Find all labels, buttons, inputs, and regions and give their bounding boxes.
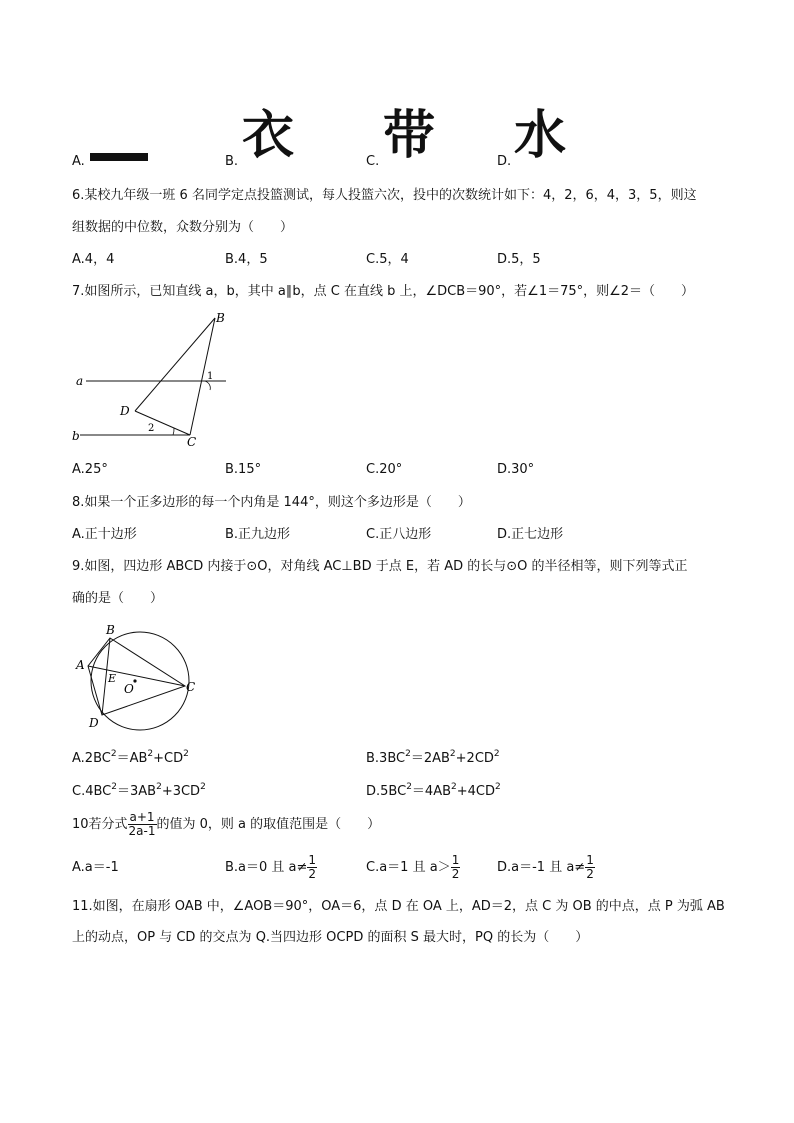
q10-option-b: B.a＝0 且 a≠ $\frac{1}{2}$ <box>225 853 317 881</box>
q9-option-a: $A.2BC^2=AB^2+CD^2$ <box>72 749 189 766</box>
q11-stem-line1: 11.如图，在扇形 OAB 中，∠AOB＝90°，OA＝6，点 D 在 OA 上，AD＝2，点 C 为 OB 的中点，点 P 为弧 AB <box>72 899 725 914</box>
segment-bd <box>135 318 215 411</box>
label-d: D <box>89 716 99 730</box>
label-a-line: a <box>76 374 84 388</box>
q6-option-b: B.4，5 <box>225 252 268 267</box>
diagonal-ac <box>88 666 185 686</box>
q5-option-a-glyph <box>90 153 148 161</box>
q6-stem-line1: 6.某校九年级一班 6 名同学定点投篮测试，每人投篮六次，投中的次数统计如下：4，2，6，4，3，5，则这 <box>72 188 697 203</box>
q8-option-b: B.正九边形 <box>225 527 291 542</box>
segment-dc <box>135 411 190 435</box>
q7-option-d: D.30° <box>497 462 535 477</box>
q5-option-c-label: C. <box>366 154 380 169</box>
q6-option-d: D.5，5 <box>497 252 541 267</box>
q8-stem: 8.如果一个正多边形的每一个内角是 144°，则这个多边形是（ ） <box>72 495 471 510</box>
q7-figure <box>70 310 240 450</box>
q9-option-c: $C.4BC^2=3AB^2+3CD^2$ <box>72 782 206 799</box>
label-d-point: D <box>120 404 130 418</box>
q8-option-c: C.正八边形 <box>366 527 432 542</box>
q10-option-c: C.a＝1 且 a＞ $\frac{1}{2}$ <box>366 853 460 881</box>
label-e: E <box>108 672 117 685</box>
q6-stem-line2: 组数据的中位数，众数分别为（ ） <box>72 220 294 235</box>
q9-stem-line1: 9.如图，四边形 ABCD 内接于⊙O，对角线 AC⊥BD 于点 E，若 AD 的长与⊙O 的半径相等，则下列等式正 <box>72 559 688 574</box>
label-b-point: B <box>216 311 225 325</box>
q9-option-d: $D.5BC^2=4AB^2+4CD^2$ <box>366 782 501 799</box>
label-angle-2: 2 <box>148 423 155 434</box>
q5-option-a-label: A. <box>72 154 85 169</box>
label-c-point: C <box>187 435 197 449</box>
q9-stem-line2: 确的是（ ） <box>72 591 164 606</box>
q6-option-c: C.5，4 <box>366 252 409 267</box>
q10-option-d: D.a＝-1 且 a≠ $\frac{1}{2}$ <box>497 853 594 881</box>
q10-stem: 10若分式 $\frac{a+1}{2a-1}$ 的值为 0，则 a 的取值范围是（ ） <box>72 810 381 838</box>
q10-fraction: $\frac{a+1}{2a-1}$ <box>128 810 156 838</box>
q8-option-a: A.正十边形 <box>72 527 137 542</box>
q7-option-a: A.25° <box>72 462 108 477</box>
center-o-dot <box>133 679 136 682</box>
q11-stem-line2: 上的动点，OP 与 CD 的交点为 Q.当四边形 OCPD 的面积 S 最大时，PQ 的长为（ ） <box>72 930 589 945</box>
q5-option-b-char: 衣 <box>242 106 295 166</box>
q5-option-d-char: 水 <box>514 106 567 166</box>
q9-figure <box>70 618 210 734</box>
q5-option-d-label: D. <box>497 154 512 169</box>
label-o: O <box>124 682 134 696</box>
q7-option-b: B.15° <box>225 462 262 477</box>
q7-option-c: C.20° <box>366 462 403 477</box>
label-a: A <box>76 658 85 672</box>
label-angle-1: 1 <box>207 371 214 382</box>
label-c: C <box>186 680 196 694</box>
q5-option-b-label: B. <box>225 154 239 169</box>
angle-1-arc <box>204 381 210 390</box>
q9-option-b: $B.3BC^2=2AB^2+2CD^2$ <box>366 749 500 766</box>
q7-stem: 7.如图所示，已知直线 a，b，其中 a∥b，点 C 在直线 b 上，∠DCB＝90°，若∠1＝75°，则∠2＝（ ） <box>72 284 695 299</box>
q10-option-a: A.a＝-1 <box>72 860 119 875</box>
angle-2-arc <box>173 428 174 435</box>
q6-option-a: A.4，4 <box>72 252 115 267</box>
q8-option-d: D.正七边形 <box>497 527 564 542</box>
label-b-line: b <box>72 429 80 443</box>
label-b: B <box>106 623 115 637</box>
q5-option-c-char: 带 <box>383 106 436 166</box>
